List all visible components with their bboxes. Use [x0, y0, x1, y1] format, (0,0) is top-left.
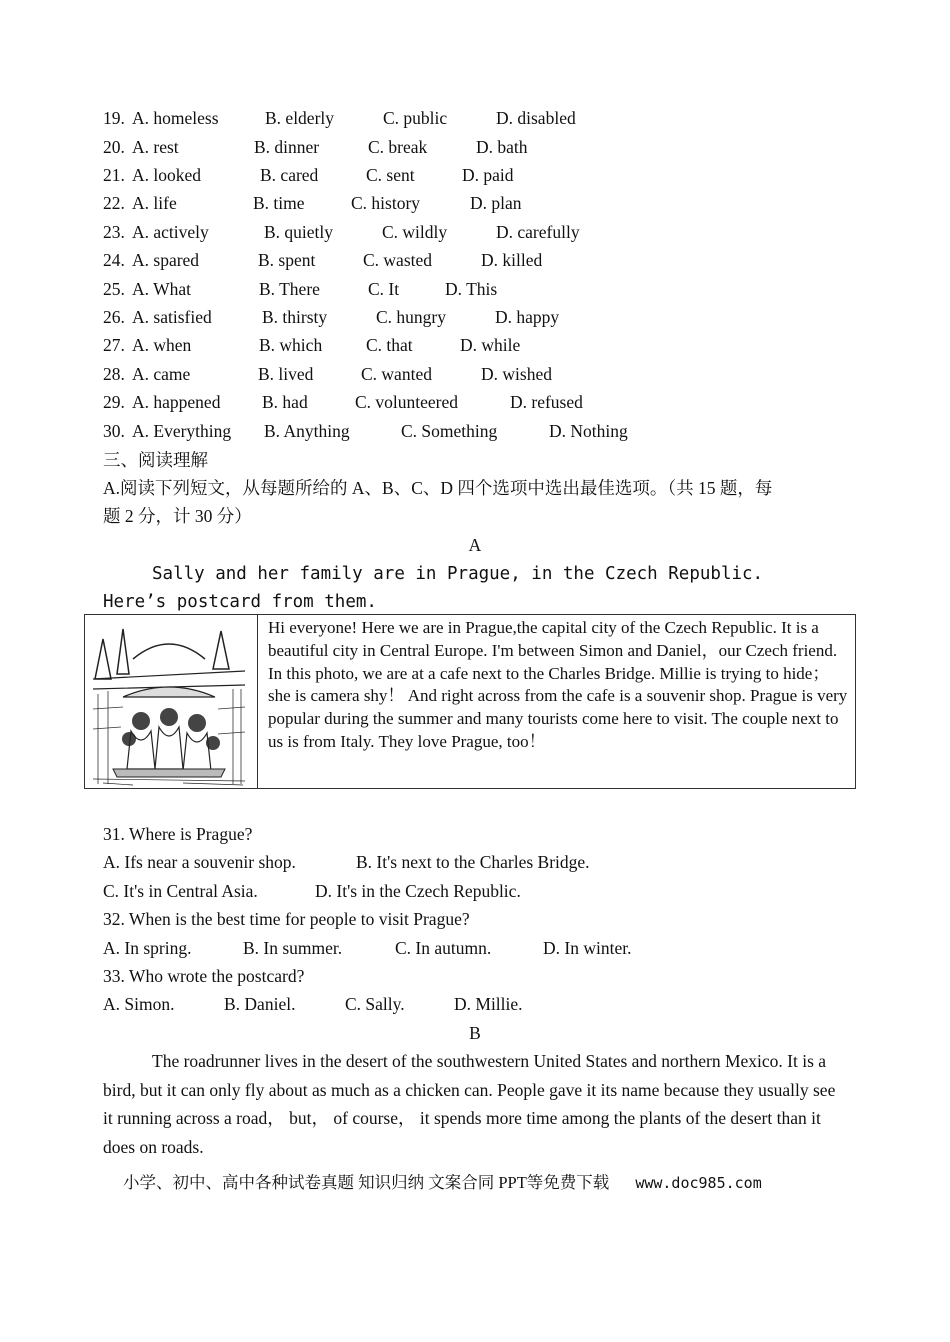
- cloze-option-c: C. hungry: [376, 307, 446, 327]
- cloze-option-d: D. paid: [462, 165, 514, 185]
- footer-text: 小学、初中、高中各种试卷真题 知识归纳 文案合同 PPT等免费下载: [123, 1173, 610, 1192]
- cloze-option-b: B. lived: [258, 364, 314, 384]
- cloze-option-d: D. wished: [481, 364, 552, 384]
- cloze-option-c: C. wildly: [382, 222, 448, 242]
- postcard-text: Hi everyone! Here we are in Prague,the capital city of the Czech Republic. It is a beautiful city in Central Europe. I'm between Simon and Daniel，our Czech friend. In this photo, we are at a cafe next to the Charles Bridge. Millie is trying to hide； she is camera shy！ And right across from the cafe is a souvenir shop. Prague is very popular during the summer and many tourists come here to visit. The couple next to us is from Italy. They love Prague, too！: [268, 618, 848, 751]
- cloze-option-d: D. plan: [470, 193, 522, 213]
- question-32-option-c: C. In autumn.: [395, 938, 492, 958]
- question-33: 33. Who wrote the postcard?: [103, 966, 305, 986]
- cloze-option-a: A. came: [132, 364, 191, 384]
- cloze-row: [103, 363, 803, 385]
- question-33-option-c: C. Sally.: [345, 994, 405, 1014]
- cloze-option-a: A. looked: [132, 165, 202, 185]
- instructions-line-1: A.阅读下列短文，从每题所给的 A、B、C、D 四个选项中选出最佳选项。（共 15 题，每: [103, 478, 773, 498]
- cafe-sketch-illustration: [93, 619, 245, 787]
- question-33-option-b: B. Daniel.: [224, 994, 296, 1014]
- cloze-option-a: A. satisfied: [132, 307, 212, 327]
- cloze-option-c: C. It: [368, 279, 400, 299]
- cloze-option-b: B. elderly: [265, 108, 335, 128]
- cloze-option-a: A. happened: [132, 392, 221, 412]
- footer-url: www.doc985.com: [635, 1174, 762, 1192]
- cloze-option-b: B. dinner: [254, 137, 320, 157]
- instructions-line-2: 题 2 分，计 30 分）: [103, 506, 252, 526]
- cloze-row: [103, 391, 803, 413]
- cloze-option-a: A. homeless: [132, 108, 219, 128]
- cloze-option-d: D. disabled: [496, 108, 576, 128]
- cloze-row: [103, 192, 803, 214]
- cloze-question-number: 24.: [103, 250, 125, 270]
- cloze-question-number: 29.: [103, 392, 125, 412]
- cloze-row: [103, 249, 803, 271]
- cloze-row: [103, 278, 803, 300]
- cloze-row: [103, 306, 803, 328]
- question-31-option-d: D. It's in the Czech Republic.: [315, 881, 521, 901]
- cloze-row: [103, 107, 803, 129]
- cloze-option-b: B. cared: [260, 165, 319, 185]
- cloze-question-number: 27.: [103, 335, 125, 355]
- question-33-option-a: A. Simon.: [103, 994, 175, 1014]
- cloze-question-number: 23.: [103, 222, 125, 242]
- cloze-option-b: B. had: [262, 392, 308, 412]
- cloze-option-c: C. public: [383, 108, 448, 128]
- passage-a-label: A: [468, 535, 482, 555]
- cloze-option-d: D. while: [460, 335, 521, 355]
- cloze-row: [103, 221, 803, 243]
- cloze-question-number: 19.: [103, 108, 125, 128]
- cloze-row: [103, 164, 803, 186]
- passage-a-intro-line-1: Sally and her family are in Prague, in the Czech Republic.: [152, 564, 764, 584]
- question-31-option-c: C. It's in Central Asia.: [103, 881, 258, 901]
- question-32: 32. When is the best time for people to visit Prague?: [103, 909, 470, 929]
- cloze-option-a: A. What: [132, 279, 191, 299]
- cloze-option-c: C. that: [366, 335, 413, 355]
- cloze-question-number: 21.: [103, 165, 125, 185]
- passage-b-label: B: [469, 1023, 481, 1043]
- question-33-option-d: D. Millie.: [454, 994, 523, 1014]
- cloze-option-b: B. spent: [258, 250, 316, 270]
- cloze-row: [103, 334, 803, 356]
- section-title: 三、阅读理解: [103, 450, 208, 470]
- cloze-option-a: A. life: [132, 193, 177, 213]
- cloze-option-b: B. There: [259, 279, 320, 299]
- cloze-option-d: D. bath: [476, 137, 528, 157]
- question-32-option-a: A. In spring.: [103, 938, 192, 958]
- cloze-row: [103, 420, 803, 442]
- cloze-option-a: A. actively: [132, 222, 209, 242]
- footer: [123, 1169, 762, 1193]
- cloze-option-c: C. volunteered: [355, 392, 459, 412]
- cloze-option-d: D. carefully: [496, 222, 580, 242]
- cloze-option-a: A. when: [132, 335, 192, 355]
- postcard-divider: [257, 615, 258, 788]
- cloze-option-c: C. sent: [366, 165, 415, 185]
- cloze-option-a: A. Everything: [132, 421, 232, 441]
- question-31: 31. Where is Prague?: [103, 824, 253, 844]
- cloze-option-d: D. killed: [481, 250, 543, 270]
- cloze-option-c: C. wanted: [361, 364, 432, 384]
- cloze-option-b: B. thirsty: [262, 307, 328, 327]
- cloze-option-b: B. Anything: [264, 421, 350, 441]
- cloze-question-number: 30.: [103, 421, 125, 441]
- cloze-question-number: 20.: [103, 137, 125, 157]
- cloze-option-b: B. time: [253, 193, 305, 213]
- question-32-option-b: B. In summer.: [243, 938, 343, 958]
- passage-a-intro-line-2: Here’s postcard from them.: [103, 592, 377, 612]
- question-31-option-a: A. Ifs near a souvenir shop.: [103, 852, 296, 872]
- cloze-option-c: C. break: [368, 137, 428, 157]
- cloze-option-d: D. Nothing: [549, 421, 628, 441]
- cloze-option-b: B. which: [259, 335, 323, 355]
- cloze-question-number: 26.: [103, 307, 125, 327]
- question-32-option-d: D. In winter.: [543, 938, 632, 958]
- cloze-option-d: D. happy: [495, 307, 560, 327]
- cloze-question-number: 22.: [103, 193, 125, 213]
- cloze-option-b: B. quietly: [264, 222, 334, 242]
- cloze-option-d: D. refused: [510, 392, 583, 412]
- cloze-option-c: C. Something: [401, 421, 498, 441]
- cloze-question-number: 25.: [103, 279, 125, 299]
- cloze-question-number: 28.: [103, 364, 125, 384]
- cloze-row: [103, 136, 803, 158]
- postcard-box: [84, 614, 856, 789]
- cloze-option-a: A. rest: [132, 137, 179, 157]
- cloze-option-a: A. spared: [132, 250, 200, 270]
- cloze-option-c: C. wasted: [363, 250, 433, 270]
- cloze-option-d: D. This: [445, 279, 498, 299]
- cloze-option-c: C. history: [351, 193, 421, 213]
- passage-b-text: The roadrunner lives in the desert of the southwestern United States and northern Mexico. It is a bird, but it can only fly about as much as a chicken can. People gave it its name because they usually see it running across a road， but， of course， it spends more time among the plants of the desert than it does on roads.: [103, 1051, 836, 1157]
- question-31-option-b: B. It's next to the Charles Bridge.: [356, 852, 590, 872]
